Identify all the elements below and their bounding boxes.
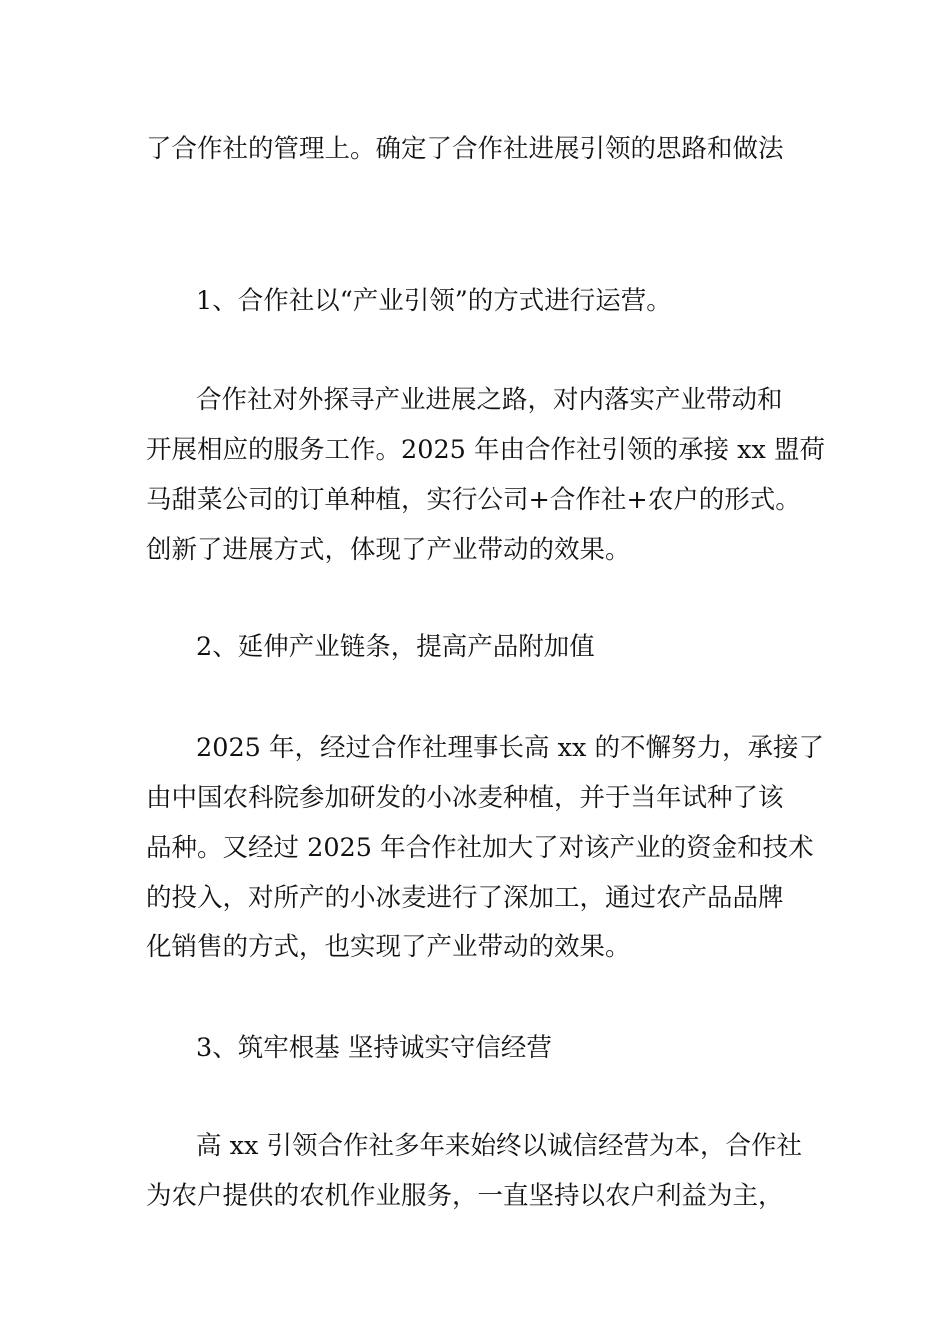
paragraph-line: 了合作社的管理上。确定了合作社进展引领的思路和做法 <box>146 134 784 164</box>
paragraph-line: 品种。又经过 2025 年合作社加大了对该产业的资金和技术 <box>146 833 814 863</box>
paragraph-line: 马甜菜公司的订单种植，实行公司+合作社+农户的形式。 <box>146 485 801 515</box>
paragraph-line: 由中国农科院参加研发的小冰麦种植，并于当年试种了该 <box>146 783 784 813</box>
paragraph-line: 开展相应的服务工作。2025 年由合作社引领的承接 xx 盟荷 <box>146 435 825 465</box>
section-heading-1: 1、合作社以“产业引领”的方式进行运营。 <box>196 286 672 316</box>
paragraph-line: 创新了进展方式，体现了产业带动的效果。 <box>146 535 631 565</box>
paragraph-line: 为农户提供的农机作业服务，一直坚持以农户利益为主， <box>146 1181 784 1211</box>
paragraph-line: 高 xx 引领合作社多年来始终以诚信经营为本，合作社 <box>196 1131 802 1161</box>
paragraph-line: 化销售的方式，也实现了产业带动的效果。 <box>146 932 631 962</box>
paragraph-line: 的投入，对所产的小冰麦进行了深加工，通过农产品品牌 <box>146 883 784 913</box>
section-heading-2: 2、延伸产业链条，提高产品附加值 <box>196 632 595 662</box>
section-heading-3: 3、筑牢根基 坚持诚实守信经营 <box>196 1033 552 1063</box>
paragraph-line: 合作社对外探寻产业进展之路，对内落实产业带动和 <box>196 385 783 415</box>
paragraph-line: 2025 年，经过合作社理事长高 xx 的不懈努力，承接了 <box>196 733 824 763</box>
